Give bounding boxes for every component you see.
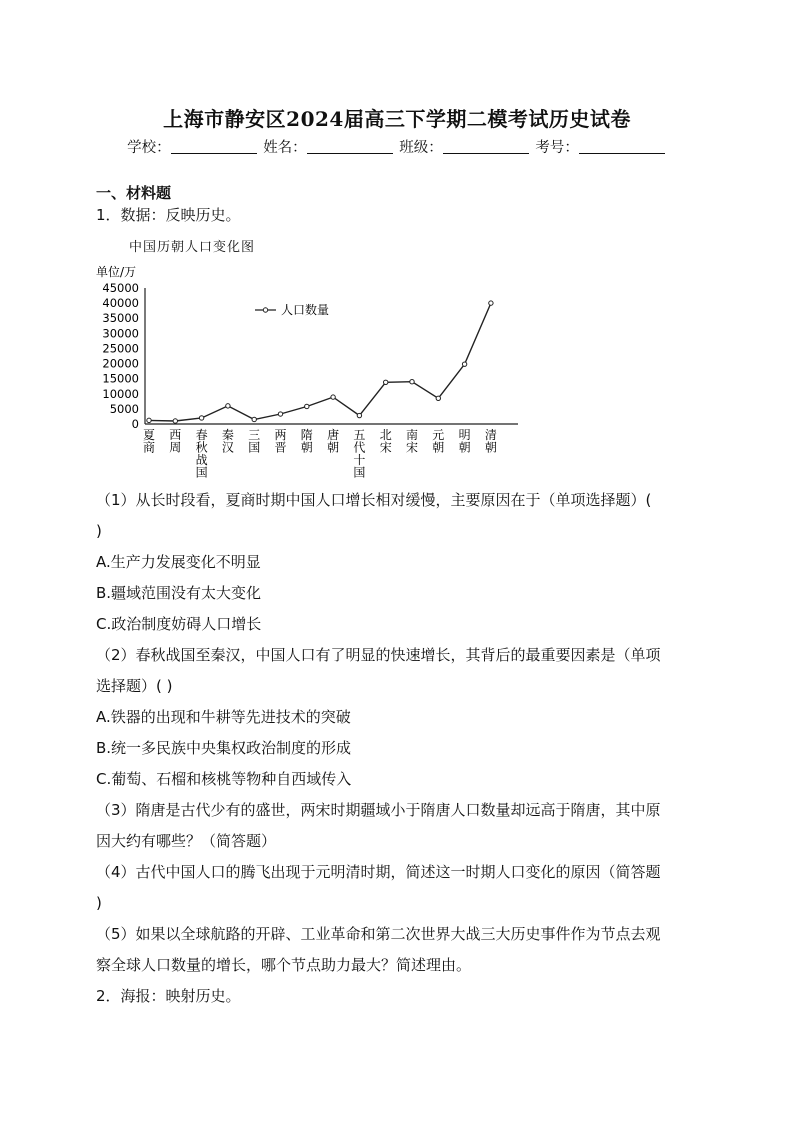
sub-question-2-cont: 选择题）( ) (96, 677, 173, 695)
y-tick-label: 10000 (102, 386, 139, 401)
class-label: 班级： (399, 140, 443, 156)
y-tick-label: 15000 (102, 371, 139, 386)
option-2a: A.铁器的出现和牛耕等先进技术的突破 (96, 708, 351, 726)
series-population (147, 301, 493, 423)
sub-question-5: （5）如果以全球航路的开辟、工业革命和第二次世界大战三大历史事件作为节点去观 (96, 925, 661, 943)
x-tick-label: 秦汉 (221, 428, 234, 455)
data-point (147, 418, 151, 422)
y-tick-label: 40000 (102, 296, 139, 311)
figure-caption: 中国历朝人口变化图 (129, 240, 256, 255)
y-tick-label: 30000 (102, 326, 139, 341)
section-heading: 一、材料题 (96, 184, 172, 202)
x-tick-labels (143, 427, 497, 480)
exam-number-label: 考号： (535, 140, 579, 156)
option-1c: C.政治制度妨碍人口增长 (96, 615, 262, 633)
y-tick-labels (102, 281, 139, 431)
x-tick-label: 春秋战国 (195, 428, 208, 480)
data-point (199, 416, 203, 420)
x-tick-label: 三国 (248, 428, 261, 455)
y-tick-label: 20000 (102, 356, 139, 371)
data-point (173, 419, 177, 423)
y-unit-label: 单位/万 (96, 265, 137, 279)
school-label: 学校： (127, 140, 171, 156)
data-point (489, 301, 493, 305)
student-info-line (0, 136, 794, 157)
x-tick-label: 两晋 (274, 428, 287, 455)
sub-question-4: （4）古代中国人口的腾飞出现于元明清时期，简述这一时期人口变化的原因（简答题 (96, 863, 661, 881)
data-point (384, 380, 388, 384)
x-tick-label: 清朝 (484, 428, 497, 455)
data-point (305, 404, 309, 408)
x-tick-label: 南宋 (405, 428, 419, 455)
series-line (149, 303, 491, 421)
data-point (436, 396, 440, 400)
school-blank[interactable] (171, 138, 257, 154)
option-2c: C.葡萄、石榴和核桃等物种自西域传入 (96, 770, 352, 788)
data-point (226, 404, 230, 408)
x-tick-label: 五代十国 (353, 428, 366, 480)
sub-question-2: （2）春秋战国至秦汉，中国人口有了明显的快速增长，其背后的最重要因素是（单项 (96, 646, 661, 664)
question-1-body (96, 485, 700, 1012)
sub-question-3-cont: 因大约有哪些？（简答题） (96, 832, 277, 850)
data-point (410, 379, 414, 383)
x-tick-label: 明朝 (458, 428, 471, 455)
question-1-title: 1．数据：反映历史。 (96, 206, 241, 224)
option-1b: B.疆域范围没有太大变化 (96, 584, 262, 602)
legend (255, 302, 329, 317)
data-point (278, 412, 282, 416)
x-tick-label: 北宋 (379, 428, 392, 455)
y-tick-label: 25000 (102, 341, 139, 356)
legend-marker (263, 308, 267, 312)
x-tick-label: 隋朝 (300, 428, 313, 455)
sub-question-5-cont: 察全球人口数量的增长，哪个节点助力最大？简述理由。 (96, 956, 472, 974)
x-tick-label: 元朝 (432, 428, 445, 455)
class-blank[interactable] (443, 138, 529, 154)
x-tick-label: 西周 (169, 428, 182, 455)
population-line-chart (90, 258, 540, 486)
name-blank[interactable] (307, 138, 393, 154)
data-point (331, 395, 335, 399)
option-2b: B.统一多民族中央集权政治制度的形成 (96, 739, 352, 757)
data-point (357, 413, 361, 417)
y-tick-label: 0 (131, 417, 139, 431)
question-2-title: 2．海报：映射历史。 (96, 987, 241, 1005)
document-title: 上海市静安区2024届高三下学期二模考试历史试卷 (163, 107, 631, 131)
data-point (252, 417, 256, 421)
sub-question-4-cont: ) (96, 894, 102, 912)
data-point (462, 362, 466, 366)
legend-label: 人口数量 (281, 303, 330, 317)
y-tick-label: 5000 (109, 401, 139, 416)
x-tick-label: 唐朝 (327, 428, 340, 455)
y-tick-label: 45000 (102, 281, 139, 295)
exam-number-blank[interactable] (579, 138, 665, 154)
sub-question-1-cont: ) (96, 522, 102, 540)
sub-question-3: （3）隋唐是古代少有的盛世，两宋时期疆域小于隋唐人口数量却远高于隋唐，其中原 (96, 801, 661, 819)
x-tick-label: 夏商 (142, 428, 156, 455)
sub-question-1: （1）从长时段看，夏商时期中国人口增长相对缓慢，主要原因在于（单项选择题）( (96, 491, 652, 509)
name-label: 姓名： (263, 140, 307, 156)
y-tick-label: 35000 (102, 311, 139, 326)
option-1a: A.生产力发展变化不明显 (96, 553, 261, 571)
